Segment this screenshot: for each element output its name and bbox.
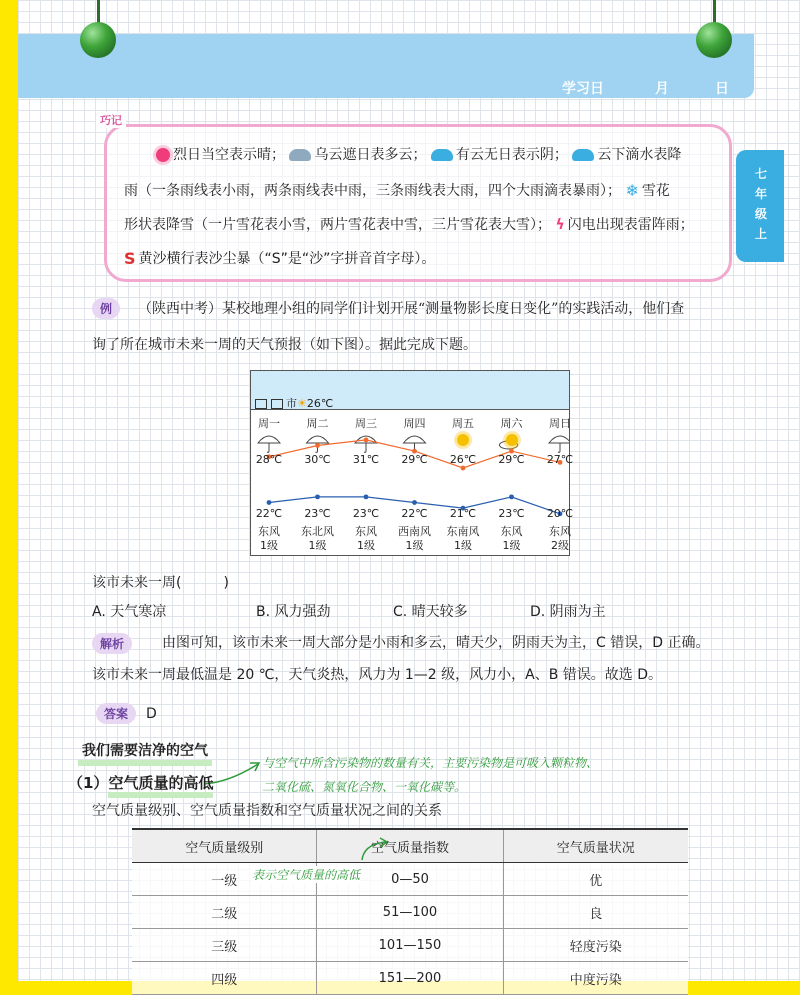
rain-cloud-icon [572, 149, 594, 161]
umbrella-icon [258, 436, 280, 452]
wind-level-label: 1级 [308, 539, 327, 552]
wind-direction-label: 东风 [355, 525, 377, 538]
binder-ball-right [696, 22, 732, 58]
analysis-line-2: 该市未来一周最低温是 20 ℃，天气炎热，风力为 1—2 级，风力小，A、B 错误。故选 D。 [92, 667, 663, 683]
day-label: 周六 [500, 417, 523, 430]
current-sun-icon: ☀ [297, 397, 307, 410]
high-temp-label: 26℃ [449, 453, 477, 466]
table-cell: 0—50 [317, 863, 503, 896]
section-title: 我们需要洁净的空气 [78, 740, 212, 766]
high-temp-label: 29℃ [498, 453, 525, 466]
high-temp-point [315, 443, 320, 448]
lightning-icon: ϟ [555, 217, 565, 233]
wind-direction-label: 东北风 [301, 525, 334, 538]
day-label: 日 [715, 81, 729, 97]
high-temp-label: 31℃ [352, 453, 380, 466]
tip-line-2: 雨（一条雨线表小雨，两条雨线表中雨，三条雨线表大雨，四个大雨滴表暴雨）； ❄ 雪花 [124, 181, 670, 200]
wind-direction-label: 西南风 [398, 525, 431, 538]
day-label: 周一 [258, 417, 280, 430]
snowflake-icon: ❄ [625, 181, 639, 200]
binder-string-left [97, 0, 100, 24]
high-temp-label: 28℃ [255, 453, 283, 466]
example-line-1: （陕西中考）某校地理小组的同学们计划开展“测量物影长度日变化”的实践活动，他们查 [138, 301, 685, 317]
table-header: 空气质量指数 [317, 829, 503, 863]
table-cell: 51—100 [317, 896, 503, 929]
pollutant-note-line-2: 二氧化硫、氮氧化合物、一氧化碳等。 [262, 780, 467, 794]
day-label: 周日 [549, 417, 571, 430]
table-row [132, 896, 688, 929]
day-label: 周三 [355, 417, 377, 430]
table-cell: 四级 [132, 962, 317, 995]
answer-value: D [146, 706, 157, 722]
wind-level-label: 1级 [357, 539, 375, 552]
binder-string-right [713, 0, 716, 24]
high-temp-point [364, 437, 369, 442]
wind-level-label: 1级 [454, 539, 472, 552]
table-cell: 中度污染 [503, 962, 688, 995]
grade-side-tab-label: 七年级上 [754, 167, 767, 241]
low-temp-label: 21℃ [449, 507, 477, 520]
table-cell: 优 [503, 863, 688, 896]
low-temp-point [267, 500, 272, 505]
sun-icon [156, 148, 170, 162]
day-label: 周二 [306, 417, 329, 430]
pollutant-note-line-1: 与空气中所含污染物的数量有关，主要污染物是可吸入颗粒物、 [262, 756, 599, 770]
table-cell: 二级 [132, 896, 317, 929]
table-row [132, 962, 688, 995]
tip-line-4: S 黄沙横行表沙尘暴（“S”是“沙”字拼音首字母）。 [124, 249, 436, 268]
table-row [132, 929, 688, 962]
option-c: C. 晴天较多 [393, 604, 468, 620]
table-row [132, 863, 688, 896]
high-temp-label: 30℃ [304, 453, 331, 466]
analysis-line-1: 由图可知，该市未来一周大部分是小雨和多云，晴天少，阴雨天为主，C 错误，D 正确。 [162, 635, 710, 651]
city-label: 市 [286, 397, 297, 410]
umbrella-icon [549, 436, 569, 452]
wind-level-label: 1级 [502, 539, 521, 552]
memory-tip-label: 巧记 [96, 112, 126, 128]
table-caption: 空气质量级别、空气质量指数和空气质量状况之间的关系 [92, 803, 442, 819]
study-day-label: 学习日 [562, 81, 604, 97]
low-temp-label: 22℃ [255, 507, 283, 520]
binder-ball-left [80, 22, 116, 58]
table-cell: 轻度污染 [503, 929, 688, 962]
low-temp-label: 20℃ [546, 507, 574, 520]
table-note-arrow [356, 836, 396, 862]
weather-forecast-figure [250, 370, 574, 556]
low-temp-label: 22℃ [401, 507, 428, 520]
low-temp-label: 23℃ [304, 507, 331, 520]
wind-level-label: 2级 [551, 539, 569, 552]
analysis-badge: 解析 [92, 633, 132, 654]
option-a: A. 天气寒凉 [92, 604, 167, 620]
wind-direction-label: 东风 [549, 525, 571, 538]
high-temp-label: 29℃ [401, 453, 428, 466]
low-temp-point [412, 500, 417, 505]
table-header: 空气质量级别 [132, 829, 317, 863]
table-handwritten-note: 表示空气质量的高低 [252, 868, 361, 882]
table-cell: 良 [503, 896, 688, 929]
sandstorm-icon: S [124, 249, 136, 268]
sun-cloud-icon [289, 149, 311, 161]
wind-level-label: 1级 [405, 539, 424, 552]
table-cell: 151—200 [317, 962, 503, 995]
cloud-icon [431, 149, 453, 161]
sun-cloud-icon [506, 434, 518, 446]
table-cell: 101—150 [317, 929, 503, 962]
table-header: 空气质量状况 [503, 829, 688, 863]
low-temp-point [364, 494, 369, 499]
month-label: 月 [655, 81, 669, 97]
high-temp-point [461, 466, 466, 471]
sun-icon [457, 434, 469, 446]
wind-direction-label: 东风 [258, 525, 280, 538]
table-cell: 一级 [132, 863, 317, 896]
high-temp-label: 27℃ [546, 453, 574, 466]
option-d: D. 阴雨为主 [530, 604, 606, 620]
answer-badge: 答案 [96, 703, 136, 724]
tip-line-3: 形状表降雪（一片雪花表小雪，两片雪花表中雪，三片雪花表大雪）； ϟ 闪电出现表雷阵雨； [124, 217, 694, 233]
example-line-2: 询了所在城市未来一周的天气预报（如下图）。据此完成下题。 [92, 337, 477, 353]
tip-line-1: 烈日当空表示晴； 乌云遮日表多云； 有云无日表示阴； 云下滴水表降 [156, 146, 681, 164]
grade-side-tab [736, 150, 784, 262]
low-temp-point [315, 494, 320, 499]
option-b: B. 风力强劲 [256, 604, 331, 620]
current-temp: 26℃ [306, 397, 334, 410]
wind-direction-label: 东南风 [446, 525, 480, 538]
wind-level-label: 1级 [260, 539, 278, 552]
example-badge: 例 [92, 298, 120, 319]
air-quality-table [132, 828, 688, 995]
low-temp-label: 23℃ [352, 507, 380, 520]
wind-direction-label: 东风 [500, 525, 523, 538]
subsection-title: （1）空气质量的高低 [68, 772, 213, 793]
day-label: 周四 [403, 417, 426, 430]
low-temp-label: 23℃ [498, 507, 525, 520]
table-cell: 三级 [132, 929, 317, 962]
question-stem: 该市未来一周( ) [92, 575, 229, 591]
header-band [18, 34, 754, 98]
low-temp-point [509, 494, 514, 499]
day-label: 周五 [452, 417, 474, 430]
table-header-row [132, 829, 688, 863]
